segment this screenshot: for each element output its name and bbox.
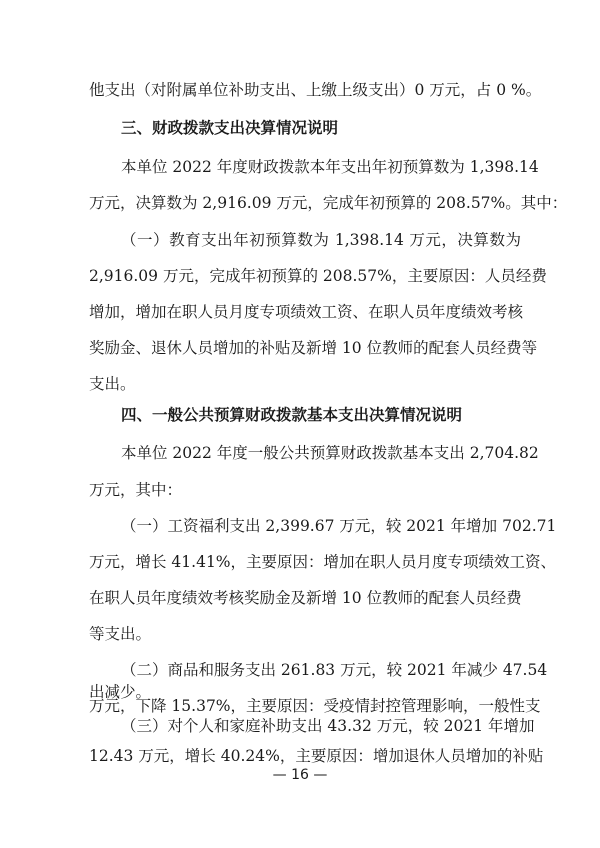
paragraph-line: 出减少。: [89, 683, 152, 701]
paragraph-line: 增加，增加在职人员月度专项绩效工资、在职人员年度绩效考核: [89, 303, 524, 321]
paragraph-line: （三）对个人和家庭补助支出 43.32 万元，较 2021 年增加: [121, 717, 535, 735]
section-heading-4: 四、一般公共预算财政拨款基本支出决算情况说明: [121, 406, 463, 424]
paragraph-line: 2,916.09 万元，完成年初预算的 208.57%，主要原因：人员经费: [89, 267, 547, 285]
section-heading-3: 三、财政拨款支出决算情况说明: [121, 119, 339, 137]
paragraph-line: 等支出。: [89, 625, 152, 643]
paragraph-line: 12.43 万元，增长 40.24%，主要原因：增加退休人员增加的补贴: [89, 747, 544, 765]
paragraph-line: 他支出（对附属单位补助支出、上缴上级支出）0 万元，占 0 %。: [89, 81, 542, 99]
paragraph-line: 支出。: [89, 375, 136, 393]
paragraph-line: 奖励金、退休人员增加的补贴及新增 10 位教师的配套人员经费等: [89, 339, 538, 357]
paragraph-line: （一）工资福利支出 2,399.67 万元，较 2021 年增加 702.71: [121, 517, 557, 535]
paragraph-line: （二）商品和服务支出 261.83 万元，较 2021 年减少 47.54: [121, 661, 548, 679]
paragraph-line: 万元，决算数为 2,916.09 万元，完成年初预算的 208.57%。其中：: [89, 194, 568, 212]
paragraph-line: （一）教育支出年初预算数为 1,398.14 万元，决算数为: [121, 231, 521, 249]
paragraph-line: 本单位 2022 年度财政拨款本年支出年初预算数为 1,398.14: [121, 158, 539, 176]
paragraph-line: 本单位 2022 年度一般公共预算财政拨款基本支出 2,704.82: [121, 444, 539, 462]
paragraph-line: 万元，其中：: [89, 481, 183, 499]
paragraph-line: 在职人员年度绩效考核奖励金及新增 10 位教师的配套人员经费: [89, 589, 522, 607]
paragraph-line: 万元，增长 41.41%，主要原因：增加在职人员月度专项绩效工资、: [89, 553, 557, 571]
paragraph-line: 万元，下降 15.37%，主要原因：受疫情封控管理影响，一般性支: [89, 697, 541, 715]
page-number: — 16 —: [272, 767, 328, 783]
